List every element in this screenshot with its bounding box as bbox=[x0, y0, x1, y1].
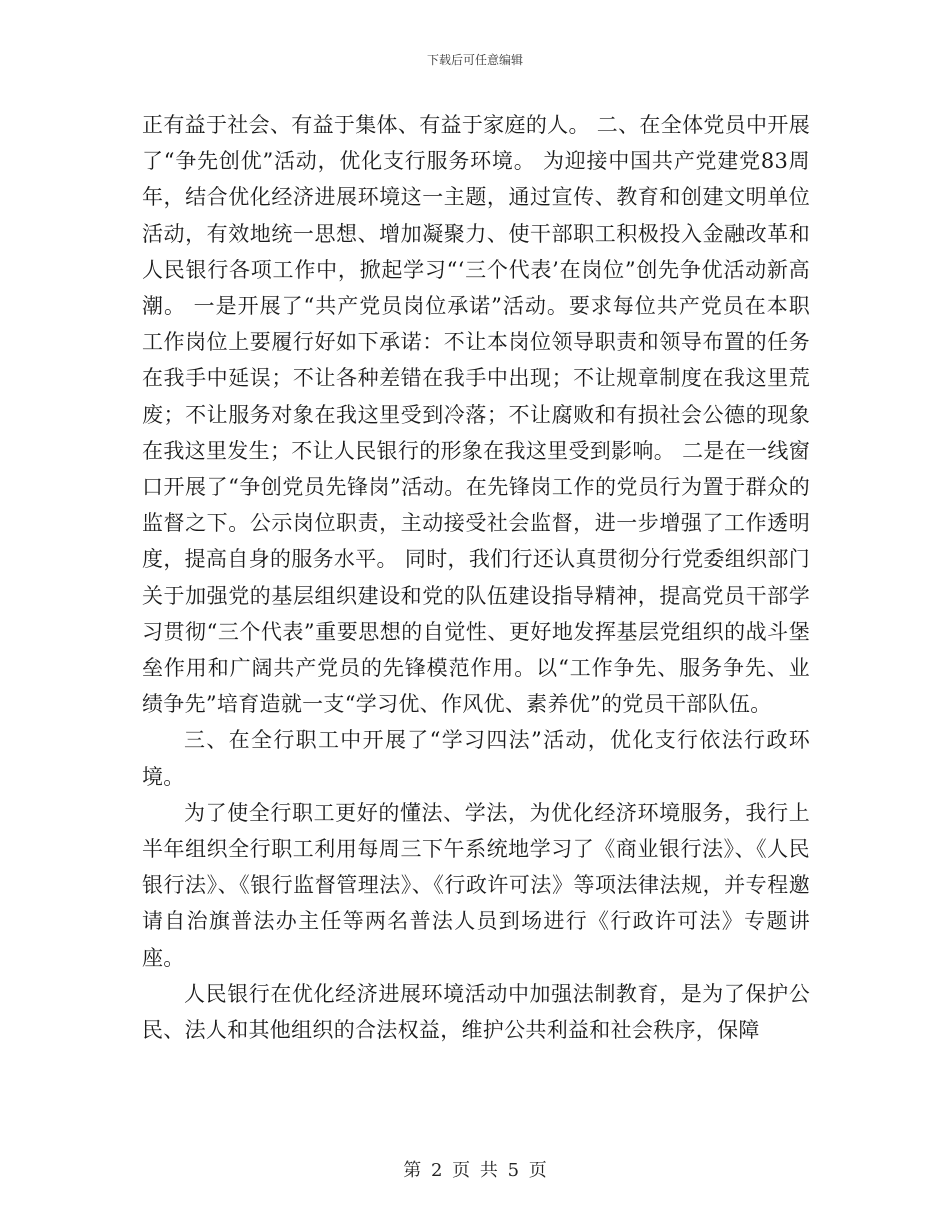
page-number-footer: 第 2 页 共 5 页 bbox=[403, 1160, 547, 1181]
page-header-note: 下载后可任意编辑 bbox=[426, 53, 523, 67]
body-paragraph-1: 正有益于社会、有益于集体、有益于家庭的人。 二、在全体党员中开展了“争先创优”活动，优化支行服务环境。 为迎接中国共产党建党83周年，结合优化经济进展环境这一主题，通过宣传、教育和创建文明单位活动，有效地统一思想、增加凝聚力、使干部职工积极投入金融改革和人民银行各项工作中，掀起学习“‘三个代表’在岗位”创先争优活动新高潮。 一是开展了“共产党员岗位承诺”活动。要求每位共产党员在本职工作岗位上要履行好如下承诺：不让本岗位领导职责和领导布置的任务在我手中延误；不让各种差错在我手中出现；不让规章制度在我这里荒废；不让服务对象在我这里受到冷落；不让腐败和有损社会公德的现象在我这里发生；不让人民银行的形象在我这里受到影响。 二是在一线窗口开展了“争创党员先锋岗”活动。在先锋岗工作的党员行为置于群众的监督之下。公示岗位职责，主动接受社会监督，进一步增强了工作透明度，提高自身的服务水平。 同时，我们行还认真贯彻分行党委组织部门关于加强党的基层组织建设和党的队伍建设指导精神，提高党员干部学习贯彻“三个代表”重要思想的自觉性、更好地发挥基层党组织的战斗堡垒作用和广阔共产党员的先锋模范作用。以“工作争先、服务争先、业绩争先”培育造就一支“学习优、作风优、素养优”的党员干部队伍。 bbox=[142, 113, 810, 717]
body-paragraph-3: 为了使全行职工更好的懂法、学法，为优化经济环境服务，我行上半年组织全行职工利用每周三下午系统地学习了《商业银行法》、《人民银行法》、《银行监督管理法》、《行政许可法》等项法律法规，并专程邀请自治旗普法办主任等两名普法人员到场进行《行政许可法》专题讲座。 bbox=[142, 800, 810, 970]
document-body bbox=[142, 107, 810, 1048]
body-paragraph-4: 人民银行在优化经济进展环境活动中加强法制教育，是为了保护公民、法人和其他组织的合法权益，维护公共利益和社会秩序，保障 bbox=[142, 981, 810, 1043]
section-heading-three: 三、在全行职工中开展了“学习四法”活动，优化支行依法行政环境。 bbox=[142, 728, 810, 789]
